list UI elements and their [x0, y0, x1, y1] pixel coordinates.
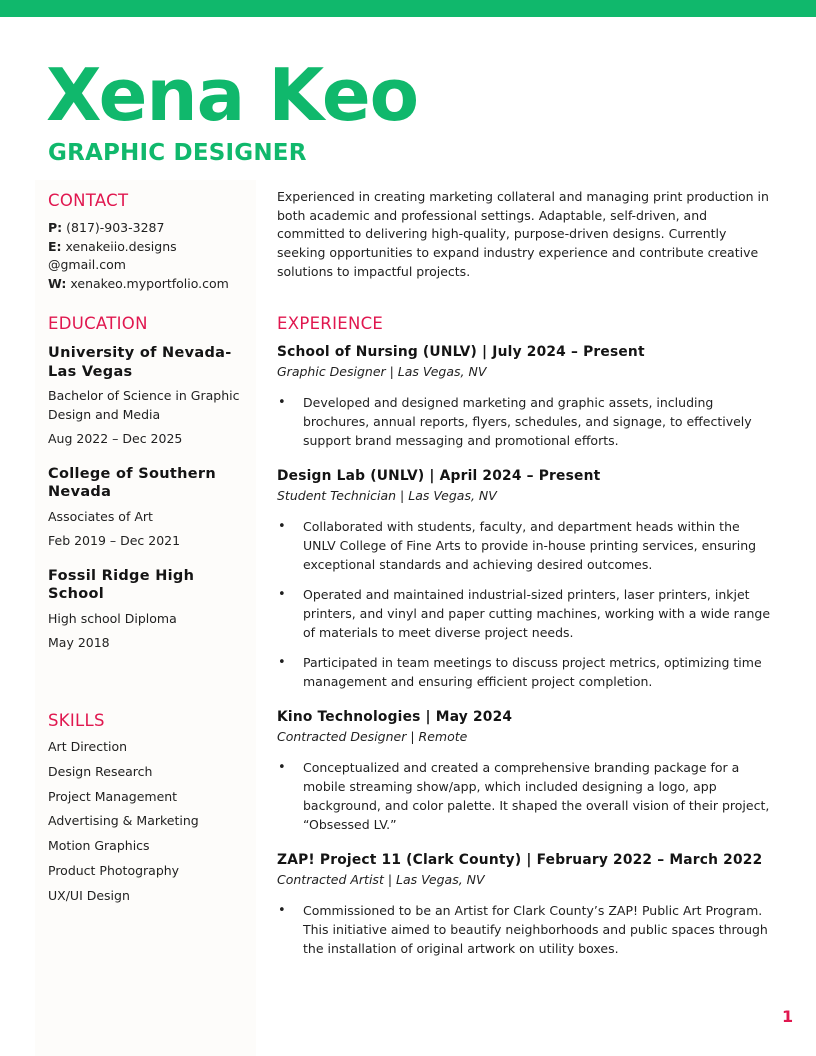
job-title: School of Nursing (UNLV) | July 2024 – Present [277, 344, 645, 360]
education-section [48, 344, 248, 669]
job-subtitle: Graphic Designer | Las Vegas, NV [277, 364, 487, 379]
skill-item: Advertising & Marketing [48, 813, 199, 829]
bullet-icon: • [278, 655, 286, 670]
job-title: ZAP! Project 11 (Clark County) | February 2022 – March 2022 [277, 852, 763, 868]
bullet-item [277, 901, 772, 958]
job-subtitle: Contracted Artist | Las Vegas, NV [277, 872, 485, 887]
bullet-text: Conceptualized and created a comprehensive branding package for a mobile streaming show/app, which included designing a logo, app background, and color palette. It shaped the overall vision of their project, “Obsessed LV.” [303, 760, 770, 832]
bullet-item [277, 653, 772, 691]
job-title: Kino Technologies | May 2024 [277, 709, 513, 725]
education-heading: EDUCATION [48, 314, 148, 333]
contact-email [48, 238, 253, 257]
email-value-line1[interactable]: xenakeiio.designs [65, 238, 177, 254]
job-bullets [277, 901, 772, 958]
bullet-text: Operated and maintained industrial-sized printers, laser printers, inkjet printers, and vinyl and paper cutting machines, working with a wide range of materials to meet diverse project needs. [303, 587, 771, 640]
experience-heading: EXPERIENCE [277, 314, 384, 333]
job-bullets [277, 758, 772, 834]
school-name: College of Southern Nevada [48, 465, 216, 500]
web-value[interactable]: xenakeo.myportfolio.com [70, 275, 229, 291]
experience-item [277, 343, 772, 461]
school-degree: Bachelor of Science in Graphic Design and Media [48, 388, 240, 422]
school-degree: Associates of Art [48, 508, 153, 524]
top-accent-bar [0, 0, 816, 17]
job-subtitle: Contracted Designer | Remote [277, 729, 468, 744]
school-dates: Aug 2022 – Dec 2025 [48, 431, 183, 446]
skills-section [48, 738, 248, 912]
contact-web [48, 275, 253, 294]
school-dates: Feb 2019 – Dec 2021 [48, 533, 181, 548]
job-bullets [277, 393, 772, 450]
job-title: Design Lab (UNLV) | April 2024 – Present [277, 468, 601, 484]
page-number: 1 [782, 1007, 794, 1026]
job-subtitle: Student Technician | Las Vegas, NV [277, 488, 497, 503]
school-name: Fossil Ridge High School [48, 567, 195, 602]
experience-item [277, 851, 772, 969]
contact-section [48, 219, 253, 293]
education-item [48, 567, 248, 653]
bullet-icon: • [278, 903, 286, 918]
job-bullets [277, 517, 772, 691]
bullet-item [277, 758, 772, 834]
school-degree: High school Diploma [48, 610, 177, 626]
bullet-text: Collaborated with students, faculty, and department heads within the UNLV College of Fine Arts to provide in-house printing services, ensuring exceptional standards and achieving desired outcomes. [303, 519, 757, 572]
bullet-icon: • [278, 395, 286, 410]
school-dates: May 2018 [48, 635, 110, 650]
contact-phone [48, 219, 253, 238]
bullet-text: Participated in team meetings to discuss project metrics, optimizing time management and ensuring efficient project completion. [303, 655, 762, 689]
skill-item: Design Research [48, 763, 153, 779]
candidate-role: GRAPHIC DESIGNER [48, 140, 307, 166]
skill-item: UX/UI Design [48, 887, 130, 903]
skill-item: Art Direction [48, 739, 128, 754]
education-item [48, 465, 248, 551]
skills-heading: SKILLS [48, 711, 105, 730]
candidate-name: Xena Keo [46, 53, 419, 137]
bullet-item [277, 393, 772, 450]
profile-summary: Experienced in creating marketing collateral and managing print production in both academic and professional settings. Adaptable, self-driven, and committed to delivering high-quality, purpose-driven designs. Currently seeking opportunities to expand industry experience and contribute creative solutions to impactful projects. [277, 189, 769, 279]
bullet-text: Developed and designed marketing and graphic assets, including brochures, annual reports, flyers, schedules, and signage, to effectively support brand messaging and promotional efforts. [303, 395, 752, 448]
experience-item [277, 708, 772, 845]
phone-label: P: [48, 220, 63, 235]
skill-item: Project Management [48, 788, 178, 804]
bullet-item [277, 585, 772, 642]
phone-value[interactable]: (817)-903-3287 [66, 220, 165, 235]
experience-item [277, 467, 772, 702]
web-label: W: [48, 275, 67, 291]
school-name: University of Nevada-Las Vegas [48, 345, 232, 380]
skill-item: Product Photography [48, 862, 180, 878]
email-label: E: [48, 238, 62, 254]
bullet-icon: • [278, 587, 286, 602]
bullet-icon: • [278, 760, 286, 775]
bullet-icon: • [278, 519, 286, 534]
contact-email-cont [48, 256, 253, 275]
email-value-line2[interactable]: @gmail.com [48, 257, 126, 272]
contact-heading: CONTACT [48, 191, 129, 210]
skill-item: Motion Graphics [48, 838, 150, 854]
bullet-item [277, 517, 772, 574]
bullet-text: Commissioned to be an Artist for Clark County’s ZAP! Public Art Program. This initiative aimed to beautify neighborhoods and public spaces through the installation of original artwork on utility boxes. [303, 903, 768, 956]
education-item [48, 344, 248, 449]
